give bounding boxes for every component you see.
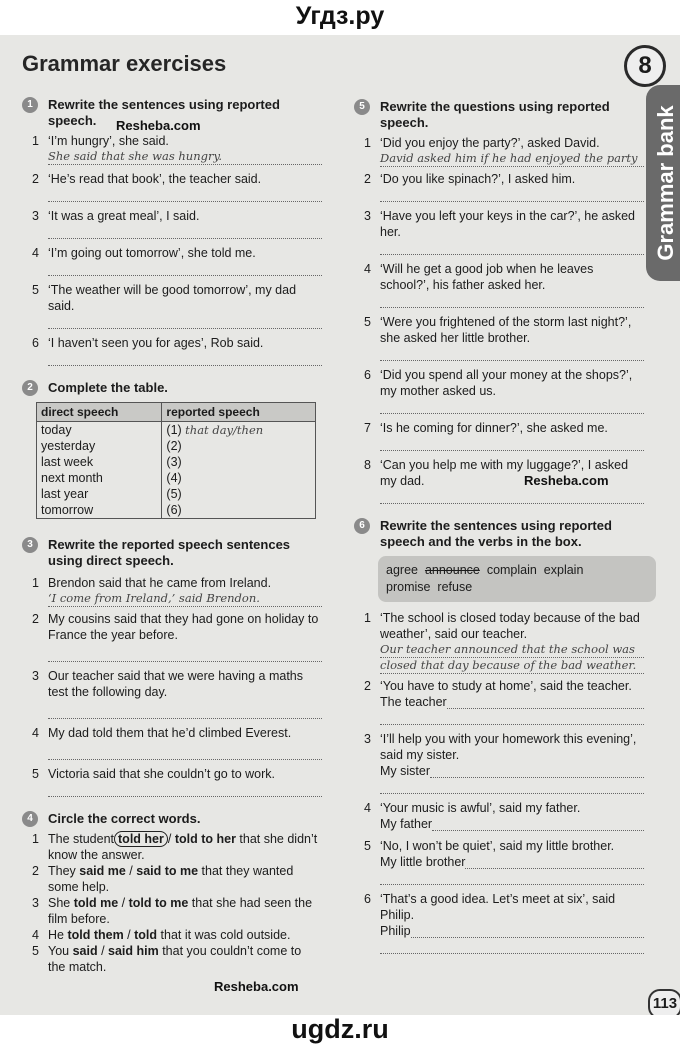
list-item: 5 You said / said him that you couldn’t come to the match. xyxy=(32,944,302,974)
list-item: 8 ‘Can you help me with my luggage?’, I asked my dad. xyxy=(354,457,644,504)
exercise-heading: Circle the correct words. xyxy=(48,811,201,826)
exercise-5 xyxy=(354,99,644,504)
word: complain xyxy=(486,563,537,577)
answer-line[interactable] xyxy=(48,745,322,760)
answer-line[interactable] xyxy=(380,436,644,451)
answer-line: closed that day because of the bad weather. xyxy=(380,658,644,674)
reseba-watermark: Resheba.com xyxy=(116,118,201,133)
word-box xyxy=(378,556,656,602)
exercise-3 xyxy=(22,537,322,797)
choice-a[interactable]: said me xyxy=(79,864,126,878)
answer-line[interactable] xyxy=(380,187,644,202)
answer-line[interactable] xyxy=(380,293,644,308)
list-item: 3 Our teacher said that we were having a maths test the following day. xyxy=(22,668,322,719)
exercise-2 xyxy=(22,380,322,519)
answer-line[interactable] xyxy=(380,779,644,794)
choice-b[interactable]: said him xyxy=(108,944,159,958)
list-item: 5 ‘No, I won’t be quiet’, said my little brother. My little brother xyxy=(354,838,644,885)
answer-line[interactable] xyxy=(380,399,644,414)
word-used: announce xyxy=(424,563,480,577)
choice-b[interactable]: told xyxy=(134,928,158,942)
answer-line[interactable] xyxy=(411,923,644,938)
exercise-heading: Complete the table. xyxy=(48,380,168,395)
watermark-top: Угдз.ру xyxy=(295,2,385,30)
word: refuse xyxy=(437,580,473,594)
exercise-1 xyxy=(22,97,322,366)
column-header: direct speech xyxy=(37,403,162,422)
answer-line: ‘I come from Ireland,’ said Brendon. xyxy=(48,591,322,607)
list-item: 4 My dad told them that he’d climbed Everest. xyxy=(22,725,322,760)
textbook-page xyxy=(0,35,680,1015)
answer-line[interactable] xyxy=(48,224,322,239)
list-item: 5 ‘Were you frightened of the storm last night?’, she asked her little brother. xyxy=(354,314,644,361)
list-item: 1 Brendon said that he came from Ireland. ‘I come from Ireland,’ said Brendon. xyxy=(22,575,322,607)
exercise-number: 5 xyxy=(354,99,370,115)
exercise-6 xyxy=(354,518,644,954)
list-item: 7 ‘Is he coming for dinner?’, she asked me. xyxy=(354,420,644,451)
choice-b[interactable]: told to me xyxy=(128,896,189,910)
answer-line[interactable] xyxy=(430,763,644,778)
word: explain xyxy=(543,563,584,577)
word: promise xyxy=(386,580,431,594)
answer-line[interactable] xyxy=(48,351,322,366)
grammar-bank-tab: Grammar bank xyxy=(646,85,680,281)
choice-a[interactable]: told them xyxy=(67,928,124,942)
left-column xyxy=(22,97,322,975)
table-row: next month (4) xyxy=(37,470,316,486)
answer-line[interactable] xyxy=(447,694,644,709)
list-item: 2 They said me / said to me that they wanted some help. xyxy=(32,864,294,894)
exercise-heading: Rewrite the questions using reported speech. xyxy=(380,99,610,130)
list-item: 6 ‘That’s a good idea. Let’s meet at six’, said Philip. Philip xyxy=(354,891,644,954)
table-row: last week (3) xyxy=(37,454,316,470)
answer-line[interactable] xyxy=(48,782,322,797)
table-row: last year (5) xyxy=(37,486,316,502)
list-item: 1 ‘Did you enjoy the party?’, asked David. David asked him if he had enjoyed the party xyxy=(354,135,644,167)
table-row: today (1) that day/then xyxy=(37,422,316,439)
answer-line[interactable] xyxy=(48,314,322,329)
list-item: 2 ‘You have to study at home’, said the teacher. The teacher xyxy=(354,678,644,725)
page-number: 113 xyxy=(648,989,680,1015)
answer-line[interactable] xyxy=(48,647,322,662)
exercise-number: 3 xyxy=(22,537,38,553)
choice-a[interactable]: told me xyxy=(73,896,119,910)
answer-line: She said that she was hungry. xyxy=(48,149,322,165)
list-item: 6 ‘I haven’t seen you for ages’, Rob said. xyxy=(22,335,322,366)
list-item: 1 ‘The school is closed today because of the bad weather’, said our teacher. Our teacher announced that the school was closed that day because of the bad weather. xyxy=(354,610,644,674)
list-item: 3 ‘Have you left your keys in the car?’, he asked her. xyxy=(354,208,644,255)
answer-line[interactable] xyxy=(48,261,322,276)
choice-a[interactable]: said xyxy=(72,944,98,958)
list-item: 4 ‘Your music is awful’, said my father. My father xyxy=(354,800,644,832)
watermark-bottom: ugdz.ru xyxy=(291,1014,389,1044)
choice-b[interactable]: told to her xyxy=(174,832,236,846)
page-title: Grammar exercises xyxy=(22,51,227,76)
answer-line[interactable] xyxy=(380,346,644,361)
exercise-heading: Rewrite the sentences using reported speech and the verbs in the box. xyxy=(380,518,612,549)
list-item: 2 ‘Do you like spinach?’, I asked him. xyxy=(354,171,644,202)
list-item: 6 ‘Did you spend all your money at the shops?’, my mother asked us. xyxy=(354,367,644,414)
list-item: 2 ‘He’s read that book’, the teacher said. xyxy=(22,171,322,202)
reseba-watermark: Resheba.com xyxy=(214,979,299,994)
choice-b[interactable]: said to me xyxy=(136,864,199,878)
speech-table xyxy=(36,402,316,519)
exercise-heading: Rewrite the reported speech sentences using direct speech. xyxy=(48,537,291,568)
list-item: 4 He told them / told that it was cold outside. xyxy=(32,928,291,942)
exercise-number: 1 xyxy=(22,97,38,113)
exercise-4 xyxy=(22,811,322,975)
answer-line[interactable] xyxy=(380,240,644,255)
list-item: 4 ‘I’m going out tomorrow’, she told me. xyxy=(22,245,322,276)
list-item: 5 ‘The weather will be good tomorrow’, my dad said. xyxy=(22,282,322,329)
list-item: 4 ‘Will he get a good job when he leaves school?’, his father asked her. xyxy=(354,261,644,308)
answer-line: David asked him if he had enjoyed the party xyxy=(380,151,644,167)
table-row: yesterday (2) xyxy=(37,438,316,454)
exercise-number: 6 xyxy=(354,518,370,534)
list-item: 3 She told me / told to me that she had seen the film before. xyxy=(32,896,313,926)
column-header: reported speech xyxy=(162,403,316,422)
reseba-watermark: Resheba.com xyxy=(524,473,609,488)
answer-line: Our teacher announced that the school was xyxy=(380,642,644,658)
list-item: 1 The student told her / told to her that she didn’t know the answer. xyxy=(32,832,318,862)
list-item: 2 My cousins said that they had gone on holiday to France the year before. xyxy=(22,611,322,662)
list-item: 3 ‘It was a great meal’, I said. xyxy=(22,208,322,239)
right-column xyxy=(354,99,644,954)
unit-number-badge: 8 xyxy=(624,45,666,87)
word: agree xyxy=(386,563,418,577)
answer-line[interactable] xyxy=(380,710,644,725)
answer-line[interactable] xyxy=(380,870,644,885)
answer-line[interactable] xyxy=(465,854,644,869)
exercise-heading: Rewrite the sentences using reported speech. xyxy=(48,97,280,128)
answer-line[interactable] xyxy=(48,704,322,719)
answer-line[interactable] xyxy=(432,816,644,831)
list-item: 1 ‘I’m hungry’, she said. She said that she was hungry. xyxy=(22,133,322,165)
list-item: 3 ‘I’ll help you with your homework this evening’, said my sister. My sister xyxy=(354,731,644,794)
exercise-number: 4 xyxy=(22,811,38,827)
table-row: tomorrow (6) xyxy=(37,502,316,519)
exercise-number: 2 xyxy=(22,380,38,396)
choice-a[interactable]: told her xyxy=(114,831,168,847)
list-item: 5 Victoria said that she couldn’t go to work. xyxy=(22,766,322,797)
answer-line[interactable] xyxy=(380,489,644,504)
answer-line[interactable] xyxy=(380,939,644,954)
answer-line[interactable] xyxy=(48,187,322,202)
